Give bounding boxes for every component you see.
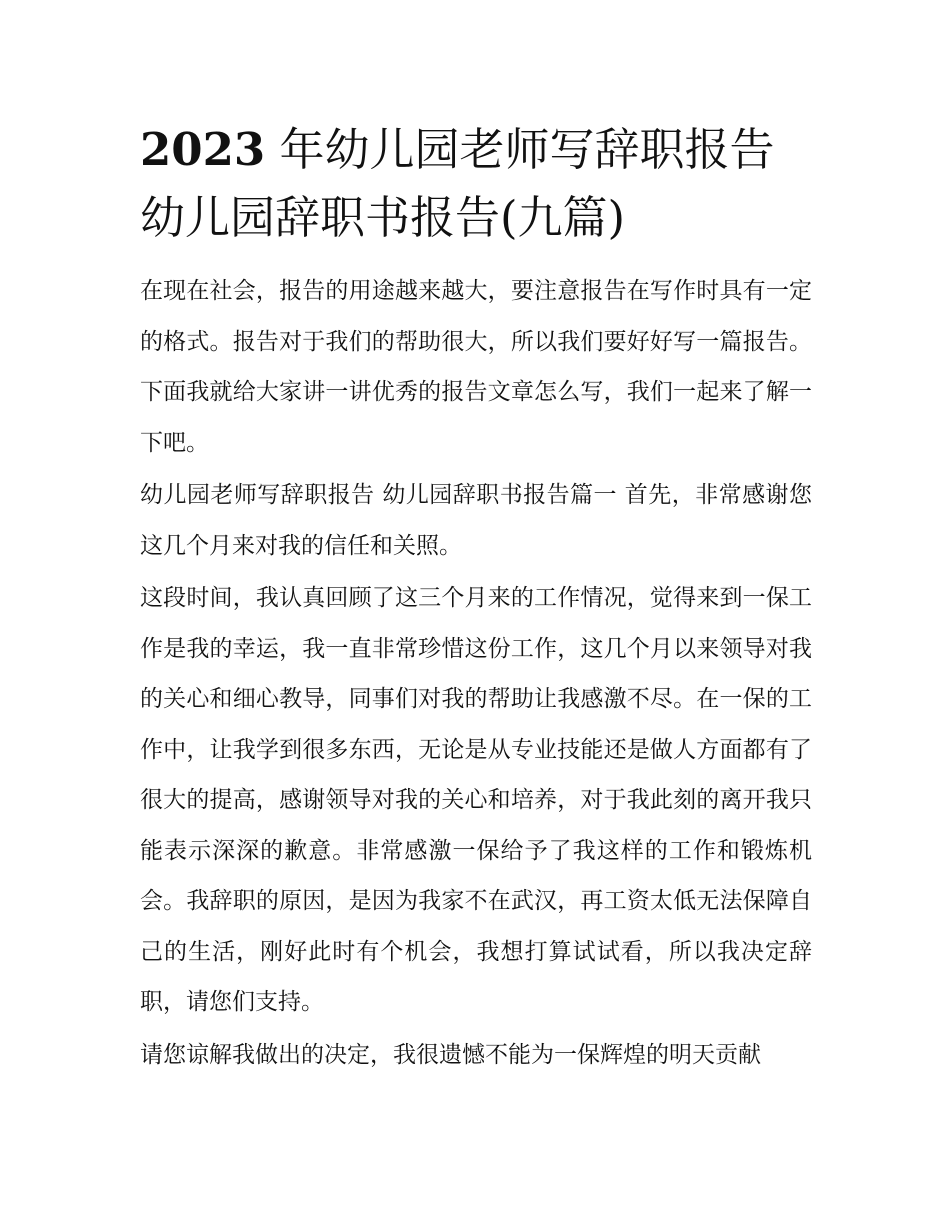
document-body	[140, 116, 812, 1080]
paragraph-work-review: 这段时间，我认真回顾了这三个月来的工作情况，觉得来到一保工作是我的幸运，我一直非常珍惜这份工作，这几个月以来领导对我的关心和细心教导，同事们对我的帮助让我感激不尽。在一保的工作中，让我学到很多东西，无论是从专业技能还是做人方面都有了很大的提高，感谢领导对我的关心和培养，对于我此刻的离开我只能表示深深的歉意。非常感激一保给予了我这样的工作和锻炼机会。我辞职的原因，是因为我家不在武汉，再工资太低无法保障自己的生活，刚好此时有个机会，我想打算试试看，所以我决定辞职，请您们支持。	[140, 585, 812, 1015]
title-year: 2023	[140, 123, 266, 176]
paragraph-apology: 请您谅解我做出的决定，我很遗憾不能为一保辉煌的明天贡献	[140, 1041, 761, 1068]
paragraph-section-one-opening: 幼儿园老师写辞职报告 幼儿园辞职书报告篇一 首先，非常感谢您这几个月来对我的信任和关照。	[140, 482, 812, 559]
title-line-1	[140, 116, 812, 184]
title-line-1-text: 年幼儿园老师写辞职报告	[265, 123, 775, 176]
paragraph-intro: 在现在社会，报告的用途越来越大，要注意报告在写作时具有一定的格式。报告对于我们的帮助很大，所以我们要好好写一篇报告。下面我就给大家讲一讲优秀的报告文章怎么写，我们一起来了解一下吧。	[140, 278, 812, 456]
document-title	[140, 116, 812, 252]
title-line-2: 幼儿园辞职书报告(九篇)	[140, 191, 626, 244]
